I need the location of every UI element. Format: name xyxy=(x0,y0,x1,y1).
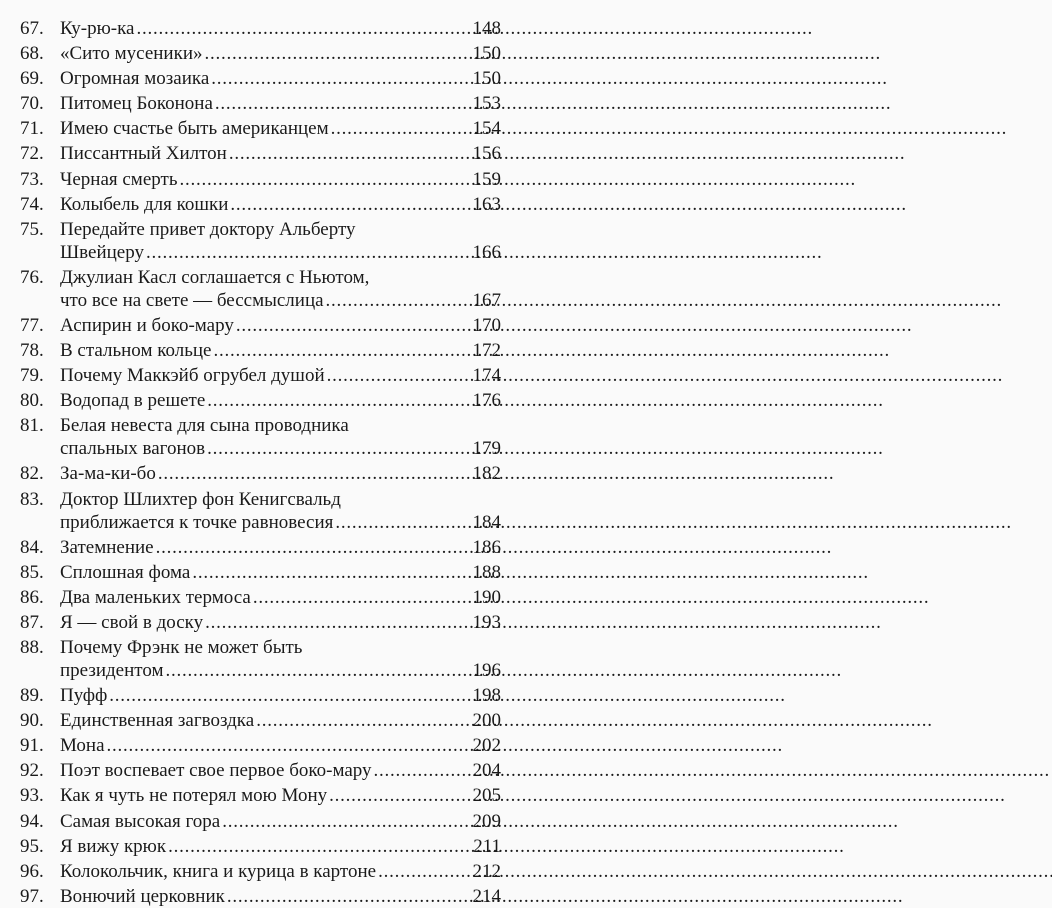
title-line xyxy=(60,266,501,289)
toc-entry xyxy=(20,586,501,609)
chapter-title: президентом xyxy=(60,659,164,681)
dot-leader xyxy=(378,860,470,883)
page-number: 200 xyxy=(472,710,501,732)
page-number: 167 xyxy=(472,289,501,311)
toc-entry xyxy=(20,42,501,65)
chapter-title-block xyxy=(60,835,501,858)
page-number: 163 xyxy=(472,193,501,215)
toc-entry xyxy=(20,314,501,337)
title-line xyxy=(60,536,501,559)
toc-entry xyxy=(20,67,501,90)
dot-leader xyxy=(166,659,471,682)
page-number: 159 xyxy=(472,168,501,190)
chapter-number: 76. xyxy=(20,266,44,288)
toc-entry xyxy=(20,885,501,908)
chapter-title: Передайте привет доктору Альберту xyxy=(60,218,356,240)
dot-leader xyxy=(192,561,470,584)
chapter-title-block xyxy=(60,586,501,609)
toc-entry xyxy=(20,389,501,412)
chapter-title: Как я чуть не потерял мою Мону xyxy=(60,785,328,807)
page-number: 196 xyxy=(472,659,501,681)
chapter-title: За-ма-ки-бо xyxy=(60,463,156,485)
page-number: 176 xyxy=(472,390,501,412)
title-line xyxy=(60,611,501,634)
dot-leader xyxy=(236,314,471,337)
chapter-title-block xyxy=(60,193,501,216)
dot-leader xyxy=(211,67,470,90)
title-line xyxy=(60,437,501,460)
chapter-title-block xyxy=(60,636,501,682)
chapter-title-block xyxy=(60,168,501,191)
chapter-title: Затемнение xyxy=(60,536,154,558)
page-number: 209 xyxy=(472,810,501,832)
chapter-title: Сплошная фома xyxy=(60,561,191,583)
toc-entry xyxy=(20,117,501,140)
page-number: 188 xyxy=(472,561,501,583)
chapter-title-block xyxy=(60,414,501,460)
dot-leader xyxy=(374,759,471,782)
chapter-number: 73. xyxy=(20,168,44,190)
chapter-title: В стальном кольце xyxy=(60,340,212,362)
chapter-number: 80. xyxy=(20,390,44,412)
title-line xyxy=(60,734,501,757)
title-line xyxy=(60,586,501,609)
toc-entry xyxy=(20,636,501,682)
chapter-title-block xyxy=(60,92,501,115)
toc-entry xyxy=(20,193,501,216)
chapter-number: 85. xyxy=(20,561,44,583)
dot-leader xyxy=(109,684,470,707)
chapter-number: 74. xyxy=(20,193,44,215)
chapter-number: 97. xyxy=(20,885,44,907)
chapter-title-block xyxy=(60,561,501,584)
dot-leader xyxy=(207,437,470,460)
chapter-number: 95. xyxy=(20,835,44,857)
chapter-title-block xyxy=(60,117,501,140)
title-line xyxy=(60,193,501,216)
page-number: 214 xyxy=(472,885,501,907)
page-number: 182 xyxy=(472,463,501,485)
title-line xyxy=(60,218,501,241)
title-line xyxy=(60,835,501,858)
toc-entry xyxy=(20,561,501,584)
chapter-number: 72. xyxy=(20,143,44,165)
title-line xyxy=(60,339,501,362)
chapter-title-block xyxy=(60,759,501,782)
chapter-title: спальных вагонов xyxy=(60,438,206,460)
page-number: 172 xyxy=(472,340,501,362)
chapter-number: 70. xyxy=(20,93,44,115)
chapter-title: «Сито мусеники» xyxy=(60,43,203,65)
chapter-title: Почему Маккэйб огрубел душой xyxy=(60,365,325,387)
chapter-number: 84. xyxy=(20,536,44,558)
title-line xyxy=(60,759,501,782)
title-line xyxy=(60,92,501,115)
chapter-number: 94. xyxy=(20,810,44,832)
page-number: 193 xyxy=(472,611,501,633)
chapter-title: Имею счастье быть американцем xyxy=(60,118,329,140)
title-line xyxy=(60,142,501,165)
chapter-title: Я вижу крюк xyxy=(60,835,167,857)
chapter-number: 71. xyxy=(20,118,44,140)
toc-entry xyxy=(20,462,501,485)
dot-leader xyxy=(213,339,470,362)
title-line xyxy=(60,810,501,833)
chapter-number: 87. xyxy=(20,611,44,633)
chapter-title: Мона xyxy=(60,735,105,757)
title-line xyxy=(60,488,501,511)
toc-entry xyxy=(20,734,501,757)
chapter-title: Джулиан Касл соглашается с Ньютом, xyxy=(60,266,370,288)
chapter-title-block xyxy=(60,462,501,485)
dot-leader xyxy=(207,389,470,412)
title-line xyxy=(60,659,501,682)
dot-leader xyxy=(230,193,470,216)
chapter-title-block xyxy=(60,314,501,337)
toc-entry xyxy=(20,339,501,362)
toc-entry xyxy=(20,835,501,858)
dot-leader xyxy=(205,42,471,65)
chapter-title-block xyxy=(60,142,501,165)
page-number: 153 xyxy=(472,93,501,115)
chapter-number: 67. xyxy=(20,18,44,39)
title-line xyxy=(60,636,501,659)
title-line xyxy=(60,561,501,584)
page-number: 156 xyxy=(472,143,501,165)
title-line xyxy=(60,511,501,534)
page-number: 186 xyxy=(472,536,501,558)
chapter-title: Я — свой в доску xyxy=(60,611,204,633)
chapter-number: 92. xyxy=(20,760,44,782)
chapter-title: Колокольчик, книга и курица в картоне xyxy=(60,860,377,882)
title-line xyxy=(60,168,501,191)
page-number: 154 xyxy=(472,118,501,140)
chapter-title: Швейцеру xyxy=(60,241,144,263)
toc-entry xyxy=(20,414,501,460)
chapter-number: 78. xyxy=(20,340,44,362)
chapter-title: Питомец Боконона xyxy=(60,93,213,115)
dot-leader xyxy=(146,241,471,264)
toc-entry xyxy=(20,536,501,559)
toc-entry xyxy=(20,611,501,634)
chapter-number: 79. xyxy=(20,365,44,387)
chapter-title-block xyxy=(60,17,501,40)
dot-leader xyxy=(156,536,471,559)
page-number: 212 xyxy=(472,860,501,882)
chapter-number: 89. xyxy=(20,685,44,707)
title-line xyxy=(60,709,501,732)
dot-leader xyxy=(327,364,471,387)
dot-leader xyxy=(222,810,470,833)
chapter-title-block xyxy=(60,536,501,559)
toc-entry xyxy=(20,759,501,782)
chapter-number: 83. xyxy=(20,488,44,510)
page-number: 204 xyxy=(472,760,501,782)
toc-entry xyxy=(20,684,501,707)
chapter-title: Писсантный Хилтон xyxy=(60,143,227,165)
toc-entry xyxy=(20,860,501,883)
chapter-title-block xyxy=(60,734,501,757)
chapter-title-block xyxy=(60,266,501,312)
chapter-title-block xyxy=(60,885,501,908)
chapter-title-block xyxy=(60,488,501,534)
dot-leader xyxy=(256,709,470,732)
title-line xyxy=(60,684,501,707)
toc-entry xyxy=(20,92,501,115)
dot-leader xyxy=(253,586,471,609)
title-line xyxy=(60,462,501,485)
page-number: 166 xyxy=(472,241,501,263)
title-line xyxy=(60,860,501,883)
page-number: 170 xyxy=(472,314,501,336)
toc-entry xyxy=(20,364,501,387)
table-of-contents xyxy=(20,17,501,908)
chapter-number: 91. xyxy=(20,735,44,757)
dot-leader xyxy=(205,611,470,634)
toc-entry xyxy=(20,168,501,191)
chapter-number: 96. xyxy=(20,860,44,882)
chapter-title: Доктор Шлихтер фон Кенигсвальд xyxy=(60,488,341,510)
chapter-title: Черная смерть xyxy=(60,168,178,190)
chapter-number: 93. xyxy=(20,785,44,807)
chapter-title: Ку-рю-ка xyxy=(60,18,135,39)
dot-leader xyxy=(229,142,471,165)
chapter-number: 68. xyxy=(20,43,44,65)
chapter-title-block xyxy=(60,611,501,634)
page-number: 211 xyxy=(473,835,501,857)
toc-entry xyxy=(20,784,501,807)
chapter-title: Самая высокая гора xyxy=(60,810,221,832)
dot-leader xyxy=(215,92,471,115)
page-number: 198 xyxy=(472,685,501,707)
title-line xyxy=(60,885,501,908)
chapter-number: 82. xyxy=(20,463,44,485)
dot-leader xyxy=(329,784,470,807)
toc-entry xyxy=(20,709,501,732)
chapter-title: Водопад в решете xyxy=(60,390,206,412)
page-number: 148 xyxy=(472,18,501,39)
title-line xyxy=(60,414,501,437)
title-line xyxy=(60,17,501,40)
title-line xyxy=(60,784,501,807)
chapter-title-block xyxy=(60,784,501,807)
title-line xyxy=(60,241,501,264)
dot-leader xyxy=(179,168,470,191)
title-line xyxy=(60,289,501,312)
page-number: 179 xyxy=(472,438,501,460)
chapter-title: Два маленьких термоса xyxy=(60,586,251,608)
chapter-title: Почему Фрэнк не может быть xyxy=(60,636,303,658)
chapter-title-block xyxy=(60,364,501,387)
chapter-title: Поэт воспевает свое первое боко-мару xyxy=(60,760,372,782)
chapter-title: что все на свете — бессмыслица xyxy=(60,289,324,311)
chapter-number: 88. xyxy=(20,636,44,658)
chapter-title: Аспирин и боко-мару xyxy=(60,314,234,336)
title-line xyxy=(60,67,501,90)
page-number: 174 xyxy=(472,365,501,387)
chapter-number: 75. xyxy=(20,218,44,240)
toc-entry xyxy=(20,810,501,833)
page-number: 205 xyxy=(472,785,501,807)
chapter-number: 77. xyxy=(20,314,44,336)
dot-leader xyxy=(107,734,471,757)
chapter-number: 86. xyxy=(20,586,44,608)
chapter-title-block xyxy=(60,684,501,707)
title-line xyxy=(60,117,501,140)
dot-leader xyxy=(136,17,470,40)
dot-leader xyxy=(227,885,471,908)
dot-leader xyxy=(326,289,471,312)
chapter-title-block xyxy=(60,709,501,732)
chapter-number: 90. xyxy=(20,710,44,732)
chapter-title-block xyxy=(60,339,501,362)
dot-leader xyxy=(331,117,471,140)
chapter-title-block xyxy=(60,42,501,65)
chapter-title: Вонючий церковник xyxy=(60,885,225,907)
chapter-title-block xyxy=(60,218,501,264)
chapter-title: приближается к точке равновесия xyxy=(60,511,334,533)
chapter-title: Белая невеста для сына проводника xyxy=(60,415,349,437)
page-number: 150 xyxy=(472,43,501,65)
chapter-title-block xyxy=(60,389,501,412)
toc-entry xyxy=(20,17,501,40)
chapter-title: Единственная загвоздка xyxy=(60,710,255,732)
page-number: 184 xyxy=(472,511,501,533)
book-page xyxy=(0,0,519,907)
chapter-number: 69. xyxy=(20,68,44,90)
chapter-title-block xyxy=(60,810,501,833)
toc-entry xyxy=(20,142,501,165)
chapter-title: Пуфф xyxy=(60,685,108,707)
title-line xyxy=(60,389,501,412)
toc-entry xyxy=(20,488,501,534)
chapter-number: 81. xyxy=(20,415,44,437)
title-line xyxy=(60,42,501,65)
toc-entry xyxy=(20,218,501,264)
chapter-title-block xyxy=(60,860,501,883)
dot-leader xyxy=(168,835,471,858)
title-line xyxy=(60,364,501,387)
chapter-title-block xyxy=(60,67,501,90)
toc-entry xyxy=(20,266,501,312)
chapter-title: Колыбель для кошки xyxy=(60,193,229,215)
page-number: 202 xyxy=(472,735,501,757)
title-line xyxy=(60,314,501,337)
dot-leader xyxy=(158,462,471,485)
page-number: 190 xyxy=(472,586,501,608)
chapter-title: Огромная мозаика xyxy=(60,68,210,90)
dot-leader xyxy=(335,511,470,534)
page-number: 150 xyxy=(472,68,501,90)
